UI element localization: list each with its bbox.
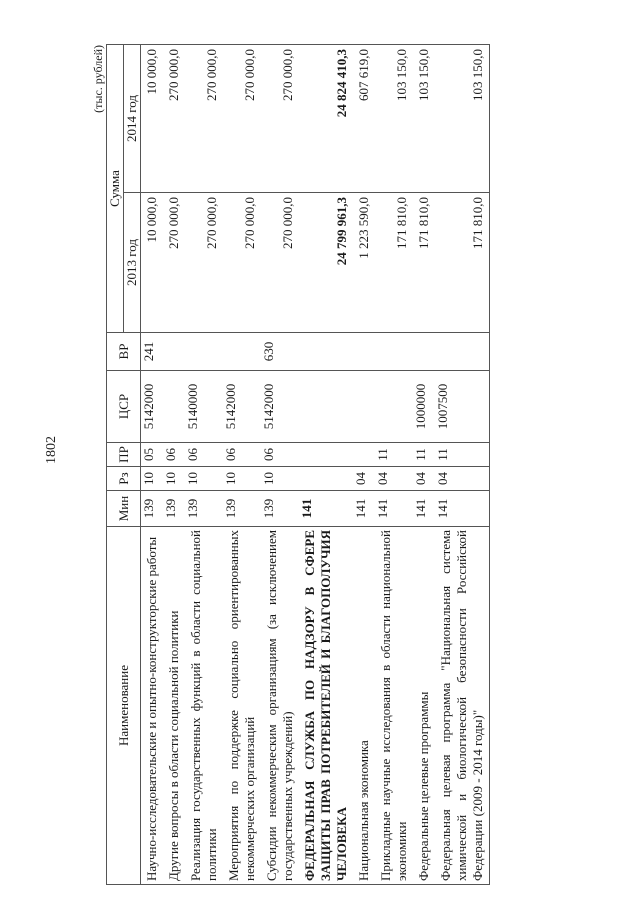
table-row bbox=[435, 45, 490, 885]
row-min: 139 bbox=[185, 491, 223, 527]
row-rz: 10 bbox=[141, 467, 164, 491]
row-pr: 11 bbox=[435, 443, 490, 467]
row-sum-2014: 10 000,0 bbox=[141, 45, 164, 193]
row-sum-2014: 270 000,0 bbox=[223, 45, 261, 193]
table-row bbox=[261, 45, 299, 885]
row-min: 139 bbox=[261, 491, 299, 527]
page-number: 1802 bbox=[44, 436, 59, 464]
header-csr: ЦСР bbox=[107, 371, 141, 443]
table-row bbox=[353, 45, 375, 885]
row-min: 139 bbox=[223, 491, 261, 527]
header-2014: 2014 год bbox=[124, 45, 141, 193]
row-sum-2013: 171 810,0 bbox=[413, 193, 435, 333]
row-sum-2014: 270 000,0 bbox=[261, 45, 299, 193]
row-vr bbox=[375, 333, 413, 371]
row-sum-2013: 10 000,0 bbox=[141, 193, 164, 333]
row-sum-2013: 24 799 961,3 bbox=[299, 193, 353, 333]
row-min: 139 bbox=[163, 491, 185, 527]
row-min: 141 bbox=[299, 491, 353, 527]
row-sum-2014: 24 824 410,3 bbox=[299, 45, 353, 193]
row-vr: 241 bbox=[141, 333, 164, 371]
table-row bbox=[141, 45, 164, 885]
row-pr: 06 bbox=[163, 443, 185, 467]
row-vr bbox=[435, 333, 490, 371]
row-name: Федеральная целевая программа "Национальная система химической и биологической безопасности Российской Федерации (2009 - 2014 годы)" bbox=[435, 527, 490, 885]
row-csr: 1000000 bbox=[413, 371, 435, 443]
row-min: 139 bbox=[141, 491, 164, 527]
header-2013: 2013 год bbox=[124, 193, 141, 333]
header-pr: ПР bbox=[107, 443, 141, 467]
table-row bbox=[413, 45, 435, 885]
row-pr bbox=[299, 443, 353, 467]
row-sum-2013: 1 223 590,0 bbox=[353, 193, 375, 333]
row-vr bbox=[413, 333, 435, 371]
row-sum-2014: 607 619,0 bbox=[353, 45, 375, 193]
table-row bbox=[163, 45, 185, 885]
row-sum-2014: 270 000,0 bbox=[185, 45, 223, 193]
row-csr: 5142000 bbox=[223, 371, 261, 443]
row-name: ФЕДЕРАЛЬНАЯ СЛУЖБА ПО НАДЗОРУ В СФЕРЕ ЗАЩИТЫ ПРАВ ПОТРЕБИТЕЛЕЙ И БЛАГОПОЛУЧИЯ ЧЕЛОВЕКА bbox=[299, 527, 353, 885]
row-name: Мероприятия по поддержке социально ориентированных некоммерческих организаций bbox=[223, 527, 261, 885]
row-pr: 06 bbox=[261, 443, 299, 467]
row-csr: 5140000 bbox=[185, 371, 223, 443]
row-csr: 5142000 bbox=[261, 371, 299, 443]
rotated-page bbox=[91, 35, 595, 885]
row-csr bbox=[375, 371, 413, 443]
row-pr: 05 bbox=[141, 443, 164, 467]
header-name: Наименование bbox=[107, 527, 141, 885]
row-pr: 06 bbox=[223, 443, 261, 467]
row-rz: 04 bbox=[435, 467, 490, 491]
row-sum-2014: 270 000,0 bbox=[163, 45, 185, 193]
table-row bbox=[185, 45, 223, 885]
row-csr bbox=[299, 371, 353, 443]
row-rz: 10 bbox=[185, 467, 223, 491]
row-sum-2013: 270 000,0 bbox=[261, 193, 299, 333]
row-min: 141 bbox=[375, 491, 413, 527]
budget-table bbox=[106, 44, 490, 885]
unit-label: (тыс. рублей) bbox=[91, 45, 105, 113]
row-rz bbox=[299, 467, 353, 491]
row-sum-2014: 103 150,0 bbox=[375, 45, 413, 193]
header-sum: Сумма bbox=[107, 45, 124, 333]
header-min: Мин bbox=[107, 491, 141, 527]
row-sum-2013: 270 000,0 bbox=[185, 193, 223, 333]
table-row bbox=[223, 45, 261, 885]
row-min: 141 bbox=[413, 491, 435, 527]
header-vr: ВР bbox=[107, 333, 141, 371]
row-sum-2013: 171 810,0 bbox=[435, 193, 490, 333]
row-csr bbox=[163, 371, 185, 443]
row-vr bbox=[223, 333, 261, 371]
row-sum-2013: 270 000,0 bbox=[163, 193, 185, 333]
row-pr: 11 bbox=[413, 443, 435, 467]
row-sum-2013: 270 000,0 bbox=[223, 193, 261, 333]
row-name: Национальная экономика bbox=[353, 527, 375, 885]
row-vr bbox=[185, 333, 223, 371]
row-rz: 04 bbox=[413, 467, 435, 491]
row-rz: 04 bbox=[375, 467, 413, 491]
row-rz: 10 bbox=[163, 467, 185, 491]
row-vr bbox=[353, 333, 375, 371]
row-name: Научно-исследовательские и опытно-конструкторские работы bbox=[141, 527, 164, 885]
table-row bbox=[375, 45, 413, 885]
row-rz: 10 bbox=[261, 467, 299, 491]
row-vr bbox=[299, 333, 353, 371]
row-pr: 11 bbox=[375, 443, 413, 467]
row-name: Субсидии некоммерческим организациям (за исключением государственных учреждений) bbox=[261, 527, 299, 885]
row-csr bbox=[353, 371, 375, 443]
row-vr bbox=[163, 333, 185, 371]
row-name: Прикладные научные исследования в области национальной экономики bbox=[375, 527, 413, 885]
row-sum-2014: 103 150,0 bbox=[413, 45, 435, 193]
row-name: Другие вопросы в области социальной политики bbox=[163, 527, 185, 885]
row-pr: 06 bbox=[185, 443, 223, 467]
row-rz: 04 bbox=[353, 467, 375, 491]
row-sum-2014: 103 150,0 bbox=[435, 45, 490, 193]
row-min: 141 bbox=[435, 491, 490, 527]
row-name: Федеральные целевые программы bbox=[413, 527, 435, 885]
row-csr: 5142000 bbox=[141, 371, 164, 443]
row-vr: 630 bbox=[261, 333, 299, 371]
table-row-agency-total bbox=[299, 45, 353, 885]
row-min: 141 bbox=[353, 491, 375, 527]
header-rz: Рз bbox=[107, 467, 141, 491]
row-rz: 10 bbox=[223, 467, 261, 491]
row-name: Реализация государственных функций в области социальной политики bbox=[185, 527, 223, 885]
row-pr bbox=[353, 443, 375, 467]
row-csr: 1007500 bbox=[435, 371, 490, 443]
row-sum-2013: 171 810,0 bbox=[375, 193, 413, 333]
